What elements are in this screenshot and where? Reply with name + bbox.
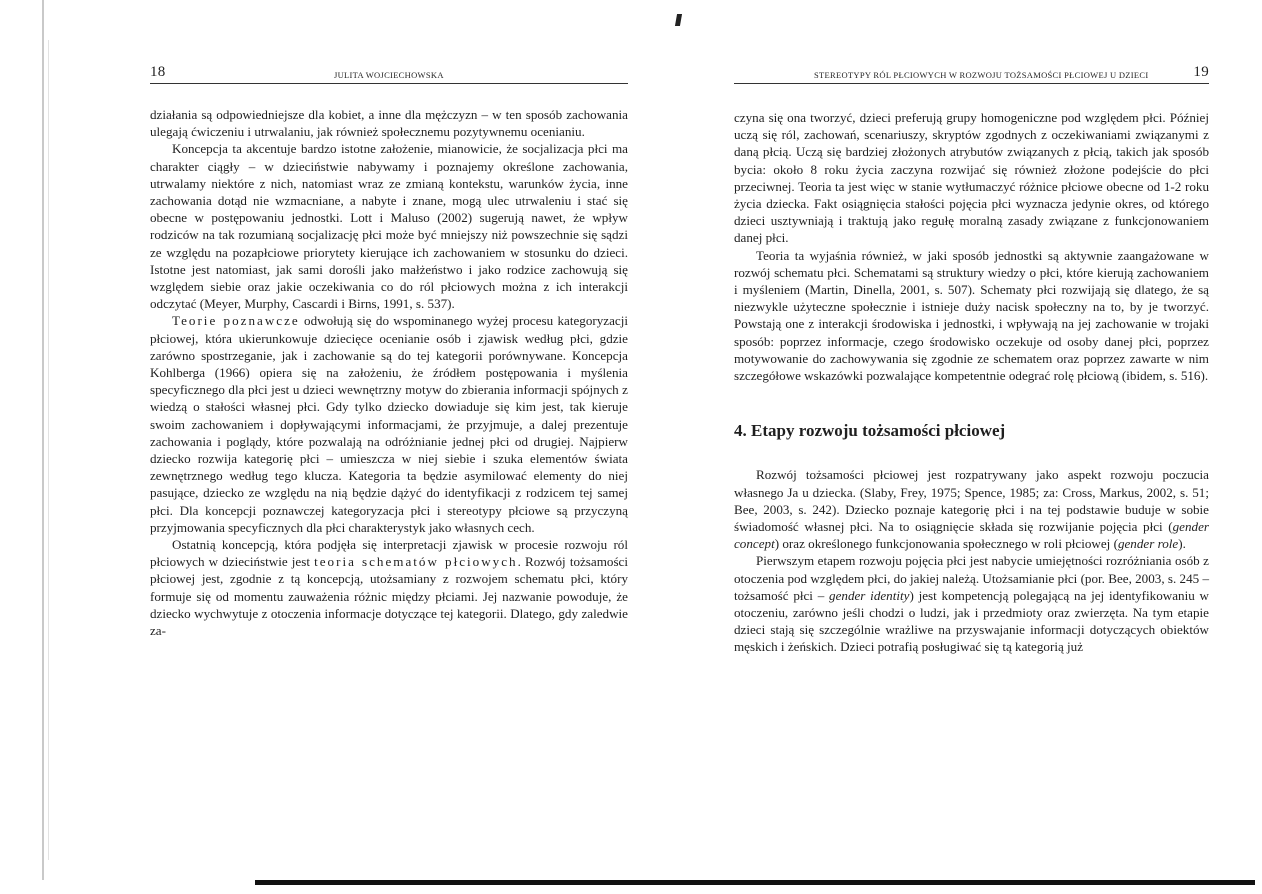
right-paragraph-3-c: ). [1178, 536, 1186, 552]
right-paragraph-1: czyna się ona tworzyć, dzieci preferują grupy homogeniczne pod względem płci. Później uczą się ról, zachowań, scenariuszy, skryptów zgodnych z oczekiwaniami związanymi z daną płcią. Uczą się bardziej złożonych atrybutów związanych z płcią, takich jak sposób bycia: około 8 roku życia zaczyna rozwijać się również złożone podejście do płci przeciwnej. Teoria ta jest więc w stanie wytłumaczyć różnice płciowe obecne od 1-2 roku życia dziecka. Fakt osiągnięcia stałości pojęcia płci wyznacza jedynie okres, od którego dzieci usztywniają i traktują jako regułę moralną zasady związane z funkcjonowaniem danej płci. [734, 110, 1209, 246]
left-paragraph-4-start: Ostatnią koncepcją, która podjęła się interpretacji zjawisk w procesie rozwoju ról płciowych w dzieciństwie jest [150, 537, 628, 570]
scan-mark [675, 14, 682, 26]
right-paragraph-4 [734, 552, 1209, 655]
term-gender-role: gender role [1117, 536, 1179, 552]
left-paragraph-4 [150, 536, 628, 639]
right-paragraph-3-b: ) oraz określonego funkcjonowania społecznego w roli płciowej ( [774, 536, 1118, 552]
term-gender-identity: gender identity [829, 587, 910, 603]
right-header-title: STEREOTYPY RÓL PŁCIOWYCH W ROZWOJU TOŻSAMOŚCI PŁCIOWEJ U DZIECI [814, 70, 1149, 80]
term-gender-concept: gender concept [734, 519, 1209, 552]
scan-left-edge-shadow [48, 40, 49, 860]
left-page [150, 64, 628, 639]
right-paragraph-2: Teoria ta wyjaśnia również, w jaki sposób jednostki są aktywnie zaangażowane w rozwój schematu płci. Schematami są struktury wiedzy o płci, które kierują zachowaniem i myśleniem (Martin, Dinella, 2001, s. 507). Schematy płci rozwijają się dlatego, że są niezwykle użyteczne społecznie i istnieje duży nacisk społeczny na to, by je tworzyć. Powstają one z interakcji środowiska i jednostki, i wpływają na jej zachowanie w trojaki sposób: poprzez informacje, czego środowisko oczekuje od osoby danej płci, poprzez motywowanie do zachowywania się zgodnie ze schematem oraz poprzez zawarte w nim szczegółowe wskazówki pozwalające kompetentnie odegrać rolę płciową (ibidem, s. 516). [734, 247, 1209, 384]
section-heading: 4. Etapy rozwoju tożsamości płciowej [734, 421, 1006, 441]
right-page-body [734, 109, 1209, 656]
right-page [734, 64, 1209, 655]
left-page-body [150, 106, 628, 639]
left-running-header [150, 66, 628, 82]
left-paragraph-3 [150, 312, 628, 536]
left-header-rule [150, 83, 628, 84]
right-paragraph-3-a: Rozwój tożsamości płciowej jest rozpatrywany jako aspekt rozwoju poczucia własnego Ja u dziecka. (Slaby, Frey, 1975; Spence, 1985; za: Cross, Markus, 2002, s. 51; Bee, 2003, s. 242). Dziecko poznaje kategorię płci i na tej podstawie buduje w sobie świadomość własnej płci. Na to osiągnięcie składa się rozwijanie pojęcia płci ( [734, 467, 1209, 535]
right-header-rule [734, 83, 1209, 84]
left-paragraph-4-text: . Rozwój tożsamości płciowej jest, zgodnie z tą koncepcją, utożsamiany z rozwojem schematu płci, który formuje się od momentu zauważenia różnic między płciami. Jej nazwanie powoduje, że dziecko wychwytuje z otoczenia informacje dotyczące tej kategorii. Dlatego, gdy zaledwie za- [150, 554, 628, 639]
right-running-header [734, 66, 1209, 82]
left-paragraph-1: działania są odpowiedniejsze dla kobiet, a inne dla mężczyzn – w ten sposób zachowania ulegają ćwiczeniu i utrwalaniu, jak również społecznemu pozytywnemu ocenianiu. [150, 107, 628, 140]
scan-left-edge [42, 0, 44, 880]
right-page-number: 19 [1193, 64, 1209, 80]
right-paragraph-3 [734, 466, 1209, 552]
right-paragraph-4-a: Pierwszym etapem rozwoju pojęcia płci jest nabycie umiejętności rozróżniania osób z otoczenia pod względem płci, do jakiej należą. Utożsamianie płci (por. Bee, 2003, s. 245 – tożsamość płci – [734, 553, 1209, 603]
right-paragraph-4-b: ) jest kompetencją polegającą na jej identyfikowaniu w otoczeniu, zarówno jeśli chodzi o ludzi, jak i przedmioty oraz zwierzęta. Na tym etapie dzieci stają się szczególnie wrażliwe na przyswajanie informacji dotyczących obiektów męskich i żeńskich. Dzieci potrafią posługiwać się tą kategorią już [734, 587, 1209, 655]
left-page-number: 18 [150, 64, 166, 80]
left-paragraph-2: Koncepcja ta akcentuje bardzo istotne założenie, mianowicie, że socjalizacja płci ma charakter ciągły – w dzieciństwie nabywamy i poznajemy określone zachowania, utrwalamy niektóre z nich, natomiast wraz ze zmianą kontekstu, warunków życia, inne zachowania dotąd nie wzmacniane, a nabyte i znane, mogą ulec utrwaleniu i stać się obecne w postępowaniu jednostki. Lott i Maluso (2002) sugerują nawet, że wpływ rodziców na tak rozumianą socjalizację płci może być mniejszy niż powszechnie się sądzi ze względu na pozapłciowe priorytety kierujące ich zachowaniem w stosunku do dzieci. Istotne jest natomiast, jak sami dorośli jako małżeństwo i jako rodzice zachowują się względem siebie oraz jakie oczekiwania co do ról płciowych można z ich interakcji odczytać (Meyer, Murphy, Cascardi i Birns, 1991, s. 537). [150, 141, 628, 312]
scan-bottom-edge [255, 880, 1255, 885]
theory-term-cognitive: Teorie poznawcze [172, 313, 300, 329]
left-paragraph-3-text: odwołują się do wspominanego wyżej procesu kategoryzacji płciowej, która ukierunkowuje dziecięce ocenianie osób i zjawisk według płci, gdzie zarówno spostrzeganie, jak i zachowanie są do tej kategorii porównywane. Koncepcja Kohlberga (1966) opiera się na założeniu, że źródłem postępowania i myślenia specyficznego dla płci jest u dzieci wewnętrzny motyw do zbierania informacji spójnych z wiedzą o stałości własnej płci. Gdy tylko dziecko dowiaduje się kim jest, tak kieruje swoim zachowaniem i dopływającymi informacjami, że przyjmuje, a dalej prezentuje zachowania i poglądy, które pozwalają na odróżnianie jednej płci od drugiej. Najpierw dziecko rozwija kategorię płci – umieszcza w niej siebie i szuka elementów świata zewnętrznego według tego klucza. Kategoria ta będzie asymilować elementy do niej pasujące, dziecko ze względu na nią będzie dążyć do identyfikacji z rodzicem tej samej płci. Dla koncepcji poznawczej kategoryzacja płci i stereotypy płciowe są przyczyną przyjmowania specyficznych dla płci charakterystyk jako własnych cech. [150, 313, 628, 535]
theory-term-schema: teoria schematów płciowych [314, 554, 518, 570]
left-header-title: JULITA WOJCIECHOWSKA [334, 70, 444, 80]
